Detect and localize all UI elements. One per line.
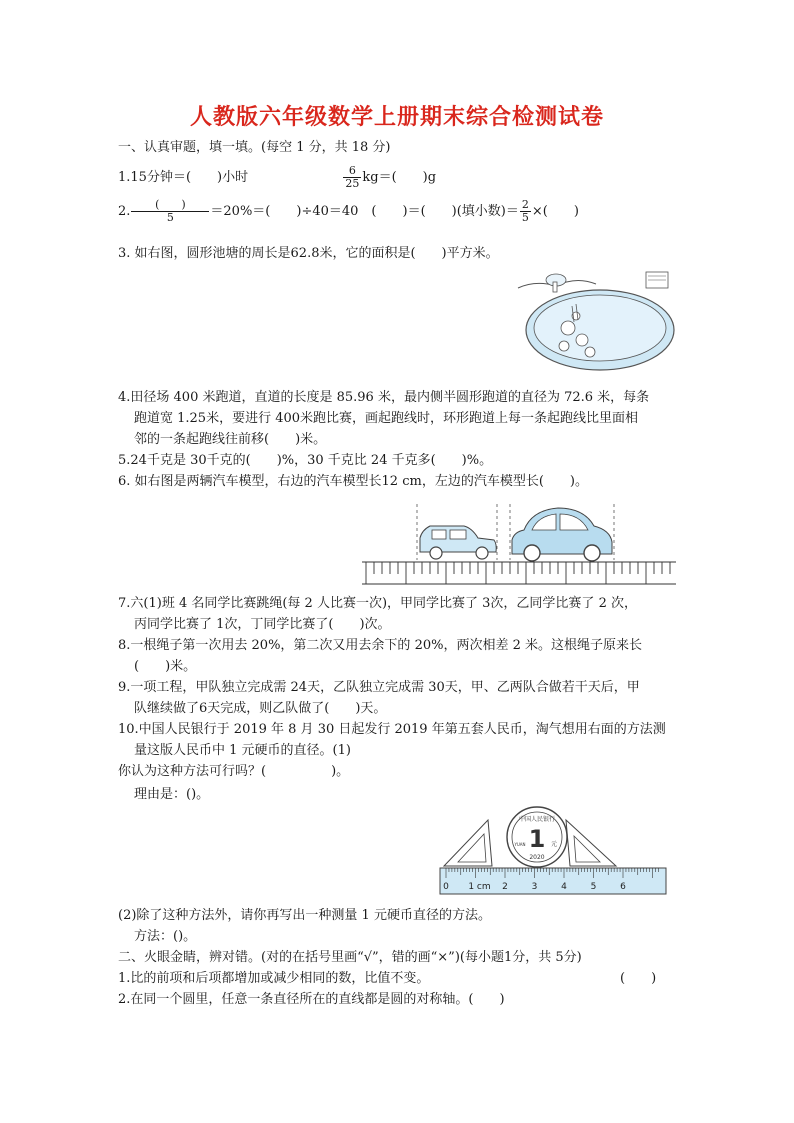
judge-question-1: 1.比的前项和后项都增加或减少相同的数，比值不变。	[118, 971, 430, 986]
section2-heading: 二、火眼金睛，辨对错。(对的在括号里画“√”，错的画“×”)(每小题1分，共 5分)	[118, 950, 582, 965]
fraction-denominator: 5	[521, 211, 529, 224]
ruler-ticks	[366, 562, 670, 584]
ruler-label: 2	[502, 882, 508, 892]
ruler-label: 3	[531, 882, 538, 892]
pond-illustration	[516, 266, 676, 376]
fraction-2-5	[520, 199, 531, 224]
question-3: 3. 如右图，圆形池塘的周长是62.8米，它的面积是( )平方米。	[118, 246, 499, 261]
question-7-line-1: 7.六(1)班 4 名同学比赛跳绳(每 2 人比赛一次)，甲同学比赛了 3次，乙同学比赛了 2 次，	[118, 596, 637, 611]
question-9-line-1: 9.一项工程，甲队独立完成需 24天，乙队独立完成需 30天，甲、乙两队合做若干天后，甲	[118, 680, 640, 695]
coin-unit: 元	[550, 841, 558, 848]
question-9-line-2: 队继续做了6天完成，则乙队做了( )天。	[134, 701, 387, 716]
question-1-part-a: 1.15分钟＝( )小时	[118, 170, 249, 185]
section1-heading: 一、认真审题，填一填。(每空 1 分，共 18 分)	[118, 140, 391, 155]
question-6: 6. 如右图是两辆汽车模型，右边的汽车模型长12 cm，左边的汽车模型长( )。	[118, 474, 588, 489]
ruler-label: 5	[590, 882, 597, 892]
question-8-line-1: 8.一根绳子第一次用去 20%，第二次又用去余下的 20%，两次相差 2 米。这根绳子原来长	[118, 638, 642, 653]
question-4-line-3: 邻的一条起跑线往前移( )米。	[134, 432, 327, 447]
question-1-part-b: kg＝( )g	[362, 170, 437, 185]
judge-question-1-blank: ( )	[620, 971, 657, 986]
fraction-blank-over-5	[131, 199, 209, 224]
coin-year: 2020	[529, 854, 545, 861]
fraction-numerator: 2	[521, 198, 529, 211]
coin-yuan: YUAN	[514, 842, 526, 847]
question-2-body: ＝20%＝( )÷40＝40 ( )＝( )(填小数)＝	[210, 204, 519, 219]
question-4-line-1: 4.田径场 400 米跑道，直道的长度是 85.96 米，最内侧半圆形跑道的直径为 72.6 米，每条	[118, 390, 650, 405]
ruler-label: 6	[620, 882, 626, 892]
coin-measurement-illustration	[438, 800, 674, 898]
question-2-number: 2.	[118, 204, 131, 219]
ruler-label: 1 cm	[468, 882, 491, 892]
fraction-denominator: 5	[166, 211, 174, 224]
question-10-ask: 你认为这种方法可行吗？( )。	[118, 764, 350, 779]
question-10-line-2: 量这版人民币中 1 元硬币的直径。(1)	[134, 743, 351, 758]
cars-ruler-illustration	[360, 496, 678, 588]
fraction-denominator: 25	[345, 177, 360, 190]
question-2-tail: ×( )	[531, 204, 579, 219]
question-10-method: 方法：()。	[134, 929, 197, 944]
question-8-line-2: ( )米。	[134, 659, 197, 674]
question-10-line-1: 10.中国人民银行于 2019 年 8 月 30 日起发行 2019 年第五套人民币，淘气想用右面的方法测	[118, 722, 666, 737]
question-2	[118, 199, 579, 224]
exam-title: 人教版六年级数学上册期末综合检测试卷	[189, 105, 604, 130]
judge-question-2: 2.在同一个圆里，任意一条直径所在的直线都是圆的对称轴。( )	[118, 992, 505, 1007]
question-10-reason: 理由是：()。	[134, 787, 210, 802]
question-10-part-2: (2)除了这种方法外，请你再写出一种测量 1 元硬币直径的方法。	[118, 908, 491, 923]
coin-value: 1	[528, 825, 546, 853]
fraction-numerator: 6	[343, 165, 361, 178]
question-1	[118, 165, 436, 190]
fraction-6-25	[343, 165, 361, 190]
question-4-line-2: 跑道宽 1.25米，要进行 400米跑比赛，画起跑线时，环形跑道上每一条起跑线比里面相	[134, 411, 639, 426]
ruler-label: 4	[561, 882, 567, 892]
coin-bank-name: 中国人民银行	[518, 816, 556, 823]
question-7-line-2: 丙同学比赛了 1次，丁同学比赛了( )次。	[134, 617, 391, 632]
question-5: 5.24千克是 30千克的( )%，30 千克比 24 千克多( )%。	[118, 453, 493, 468]
fraction-numerator: ( )	[131, 199, 209, 212]
ruler-label: 0	[443, 882, 449, 892]
